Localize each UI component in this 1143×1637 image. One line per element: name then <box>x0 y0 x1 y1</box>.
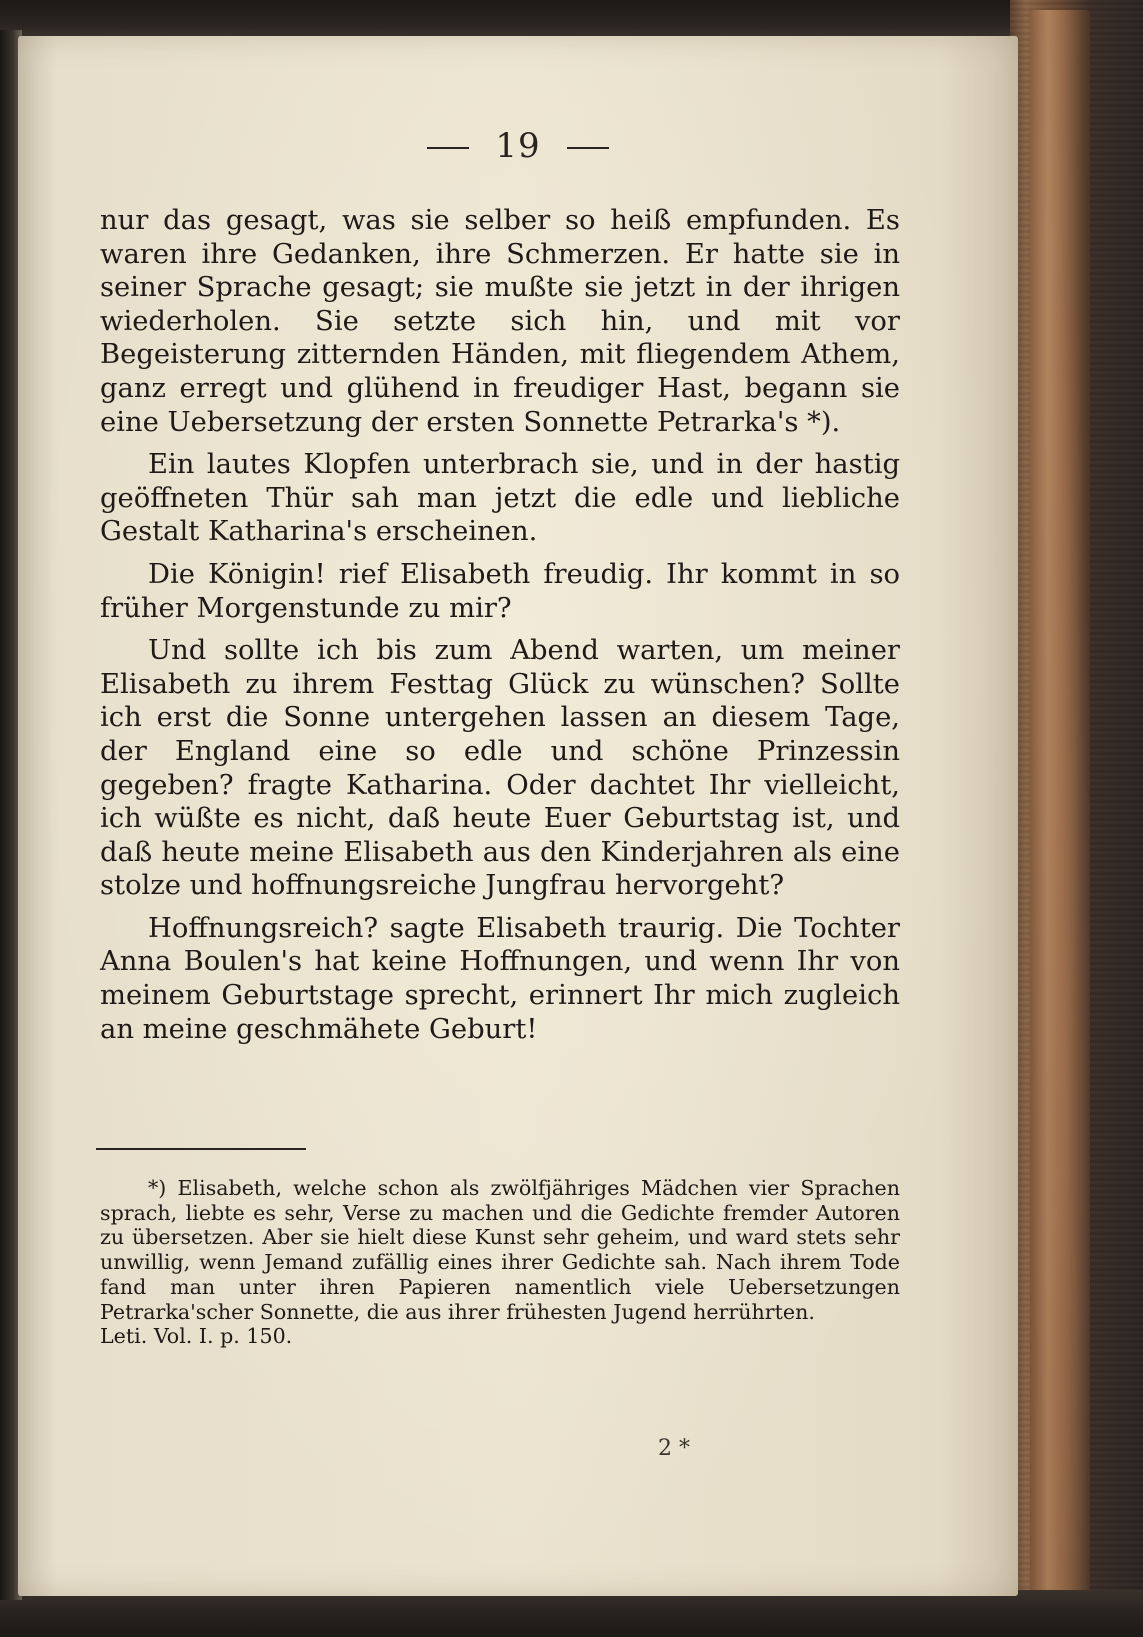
paragraph: Ein lautes Klopfen unterbrach sie, und in der hastig geöffneten Thür sah man jetzt die edle und liebliche Gestalt Katharina's erscheinen. <box>100 449 900 548</box>
book-cover-bottom <box>0 1590 1143 1637</box>
footnote-citation: Leti. Vol. I. p. 150. <box>100 1324 293 1349</box>
footnote-text: *) Elisabeth, welche schon als zwölfjähriges Mädchen vier Sprachen sprach, liebte es sehr, Verse zu machen und die Gedichte fremder Autoren zu übersetzen. Aber sie hielt diese Kunst sehr geheim, und ward stets sehr unwillig, wenn Jemand zufällig eines ihrer Gedichte sah. Nach ihrem Tode fand man unter ihren Papieren namentlich viele Uebersetzungen Petrarka'scher Sonnette, die aus ihrer frühesten Jugend herrührten. <box>100 1176 900 1324</box>
paragraph: Hoffnungsreich? sagte Elisabeth traurig. Die Tochter Anna Boulen's hat keine Hoffnungen, und wenn Ihr von meinem Geburtstage sprecht, erinnert Ihr mich zugleich an meine geschmähete Geburt! <box>100 912 900 1045</box>
footnote <box>100 1176 900 1349</box>
signature-mark: 2 * <box>658 1436 690 1461</box>
leather-spine <box>1030 10 1090 1610</box>
page-header <box>18 126 1018 186</box>
book-cover-top <box>0 0 1143 38</box>
footnote-rule <box>96 1148 306 1150</box>
paragraph: Und sollte ich bis zum Abend warten, um meiner Elisabeth zu ihrem Festtag Glück zu wünschen? Sollte ich erst die Sonne untergehen lassen an diesem Tage, der England eine so edle und schöne Prinzessin gegeben? fragte Katharina. Oder dachtet Ihr vielleicht, ich wüßte es nicht, daß heute Euer Geburtstag ist, und daß heute meine Elisabeth aus den Kinderjahren als eine stolze und hoffnungsreiche Jungfrau hervorgeht? <box>100 635 900 902</box>
page-number: 19 <box>495 126 541 166</box>
body-text <box>100 204 900 1046</box>
paragraph: Die Königin! rief Elisabeth freudig. Ihr kommt in so früher Morgenstunde zu mir? <box>100 558 900 624</box>
book-page <box>18 36 1018 1596</box>
paragraph: nur das gesagt, was sie selber so heiß empfunden. Es waren ihre Gedanken, ihre Schmerzen. Er hatte sie in seiner Sprache gesagt; sie mußte sie jetzt in der ihrigen wiederholen. Sie setzte sich hin, und mit vor Begeisterung zitternden Händen, mit fliegendem Athem, ganz erregt und glühend in freudiger Hast, begann sie eine Uebersetzung der ersten Sonnette Petrarka's *). <box>100 205 900 438</box>
header-dash-left <box>427 147 469 149</box>
header-dash-right <box>567 147 609 149</box>
